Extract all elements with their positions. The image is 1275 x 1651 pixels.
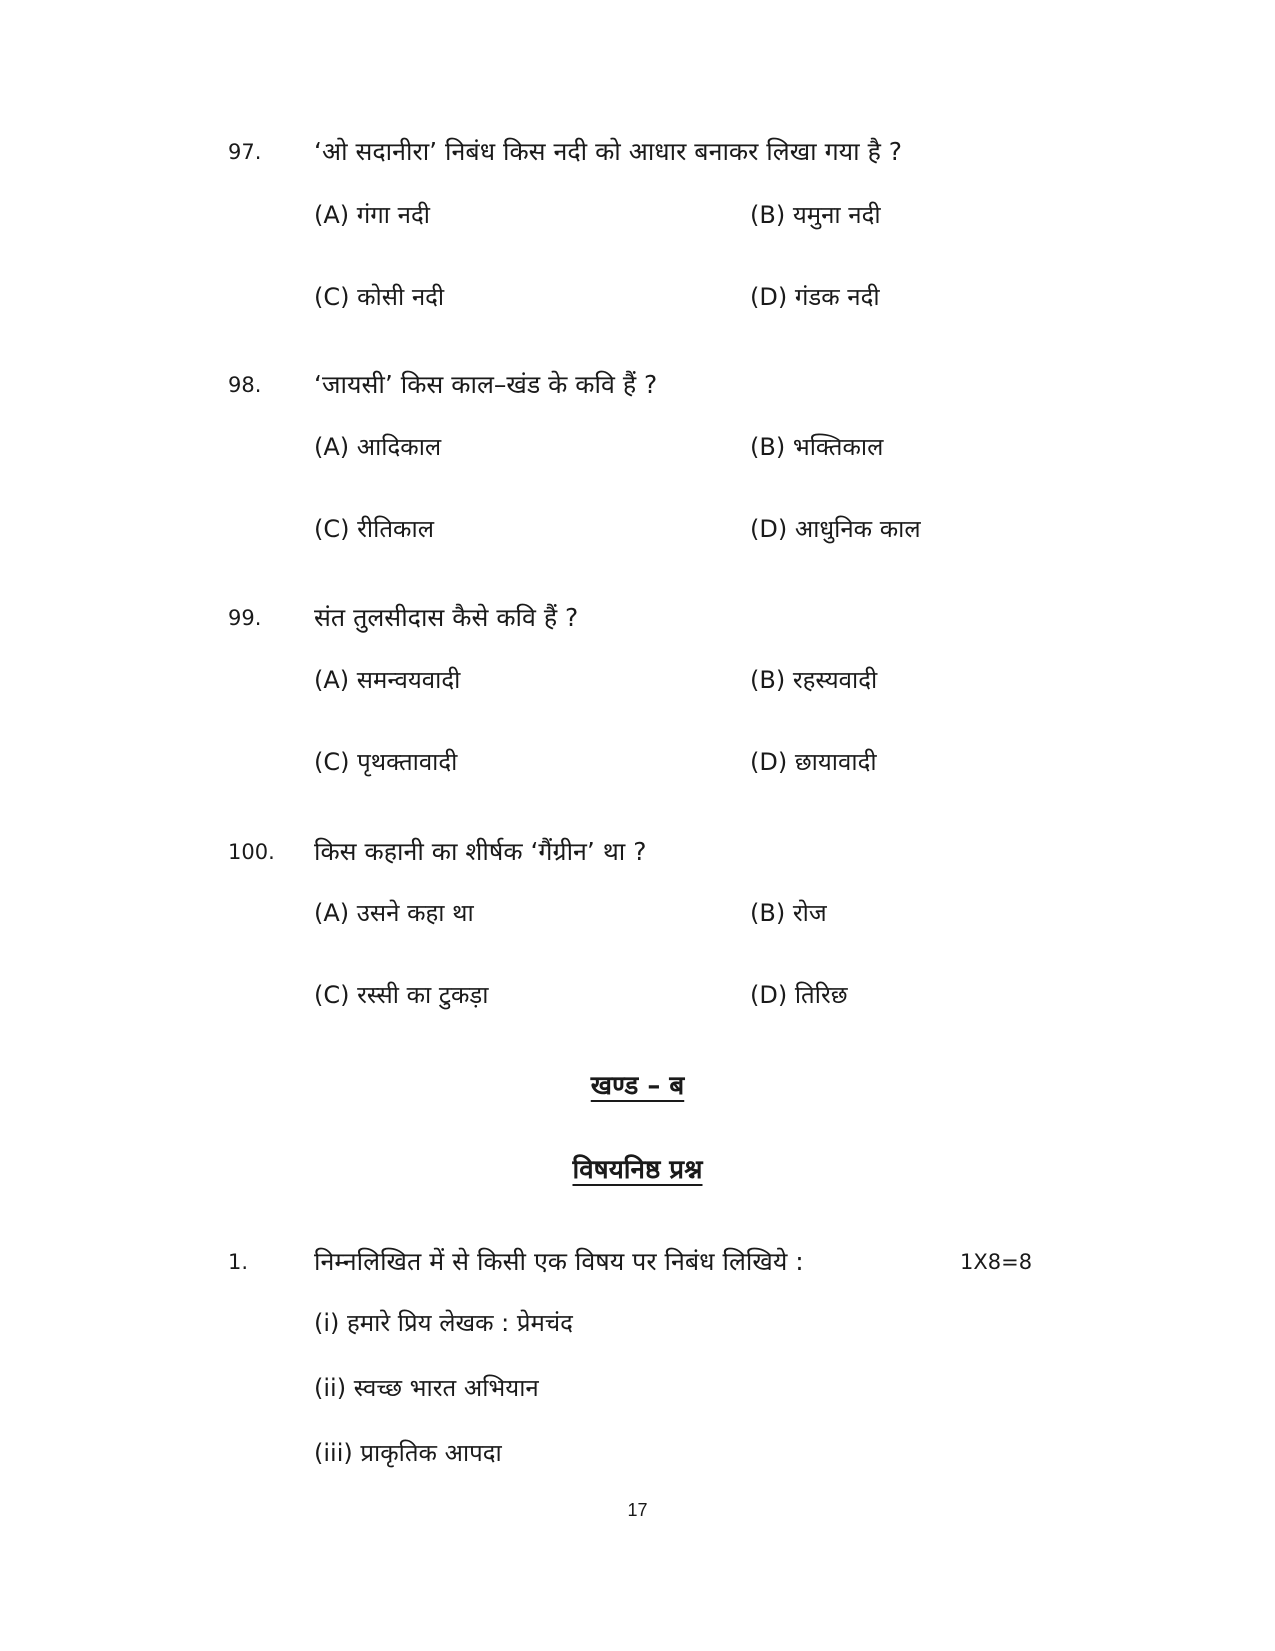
essay-topic: (ii) स्वच्छ भारत अभियान xyxy=(314,1374,539,1402)
question-text: किस कहानी का शीर्षक ‘गैंग्रीन’ था ? xyxy=(314,837,647,866)
essay-topic: (iii) प्राकृतिक आपदा xyxy=(314,1439,502,1467)
option-a: (A) उसने कहा था xyxy=(314,899,474,927)
section-subtitle-text: विषयनिष्ठ प्रश्न xyxy=(572,1155,703,1185)
question-text: ‘जायसी’ किस काल–खंड के कवि हैं ? xyxy=(314,370,658,399)
option-a: (A) आदिकाल xyxy=(314,433,442,461)
option-d: (D) गंडक नदी xyxy=(750,283,880,311)
option-c: (C) कोसी नदी xyxy=(314,283,445,311)
question-text: ‘ओ सदानीरा’ निबंध किस नदी को आधार बनाकर लिखा गया है ? xyxy=(314,137,903,166)
option-b: (B) रहस्यवादी xyxy=(750,666,878,694)
option-a: (A) समन्वयवादी xyxy=(314,666,461,694)
page-number: 17 xyxy=(627,1500,648,1520)
option-c: (C) रस्सी का टुकड़ा xyxy=(314,981,489,1009)
section-subtitle xyxy=(0,1150,1275,1186)
question-text: निम्नलिखित में से किसी एक विषय पर निबंध लिखिये : xyxy=(314,1247,804,1276)
section-title-text: खण्ड – ब xyxy=(590,1071,685,1101)
option-b: (B) भक्तिकाल xyxy=(750,433,884,461)
marks-label: 1X8=8 xyxy=(960,1250,1033,1274)
question-number: 99. xyxy=(228,606,262,630)
question-number: 97. xyxy=(228,140,262,164)
question-text: संत तुलसीदास कैसे कवि हैं ? xyxy=(314,603,579,632)
option-b: (B) रोज xyxy=(750,899,827,927)
option-d: (D) आधुनिक काल xyxy=(750,515,921,543)
option-d: (D) छायावादी xyxy=(750,748,877,776)
option-a: (A) गंगा नदी xyxy=(314,201,430,229)
essay-topic: (i) हमारे प्रिय लेखक : प्रेमचंद xyxy=(314,1309,573,1337)
section-title xyxy=(0,1066,1275,1102)
question-number: 100. xyxy=(228,840,275,864)
option-b: (B) यमुना नदी xyxy=(750,201,881,229)
option-c: (C) पृथक्तावादी xyxy=(314,748,458,776)
question-number: 98. xyxy=(228,373,262,397)
option-d: (D) तिरिछ xyxy=(750,981,848,1009)
question-number: 1. xyxy=(228,1250,249,1274)
option-c: (C) रीतिकाल xyxy=(314,515,434,543)
